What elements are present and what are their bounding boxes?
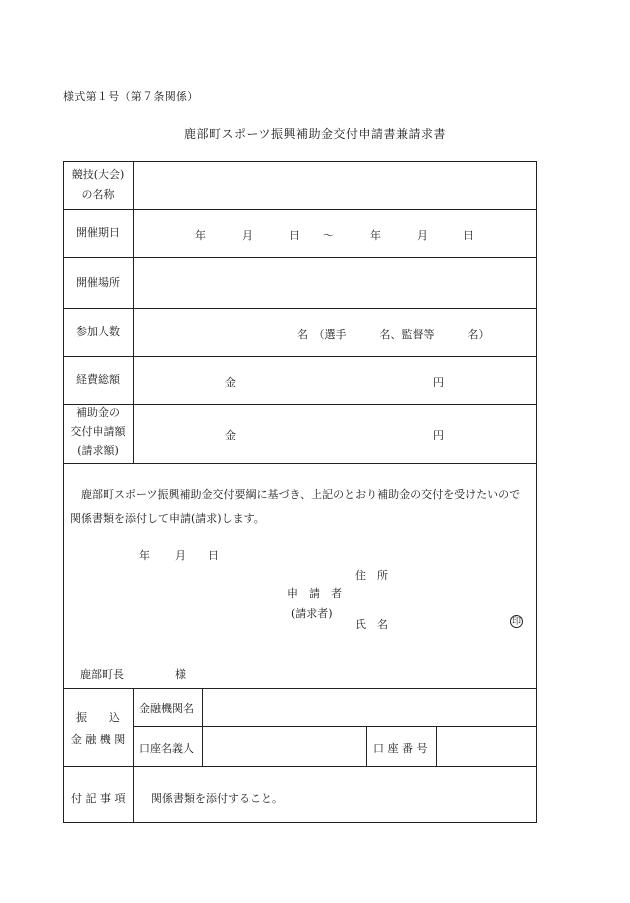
participants-breakdown: 名 （選手 名、監督等 名） [297, 328, 490, 341]
application-statement: 鹿部町スポーツ振興補助金交付要綱に基づき、上記のとおり補助金の交付を受けたいので関係書類を添付して申請(請求)します。 [70, 488, 521, 525]
institution-name-label: 金融機関名 [139, 702, 194, 715]
document-title: 鹿部町スポーツ振興補助金交付申請書兼請求書 [183, 127, 447, 141]
addressee: 鹿部町長 [80, 668, 124, 681]
institution-name-field[interactable] [203, 689, 536, 726]
event-name-label-line2: の名称 [81, 188, 115, 201]
event-name-field[interactable] [134, 162, 536, 209]
period-year-2: 年 [370, 229, 381, 242]
account-number-field[interactable] [437, 727, 536, 766]
subsidy-amount-label [63, 403, 133, 460]
period-month-1: 月 [242, 229, 253, 242]
row-divider [63, 356, 537, 357]
date-day: 日 [208, 549, 219, 562]
period-tilde: 〜 [323, 229, 334, 242]
account-holder-label: 口座名義人 [139, 742, 194, 755]
bank-column-divider [366, 726, 367, 766]
period-day-2: 日 [463, 229, 474, 242]
name-label: 氏 名 [355, 618, 388, 631]
bank-label [63, 707, 133, 751]
total-cost-yen: 円 [433, 376, 444, 389]
account-number-label: 口 座 番 号 [373, 742, 428, 755]
period-year-1: 年 [195, 229, 206, 242]
event-period-label: 開催期日 [76, 226, 120, 239]
venue-label: 開催場所 [76, 276, 120, 289]
event-name-label [63, 165, 133, 205]
total-cost-kin: 金 [225, 376, 236, 389]
venue-field[interactable] [134, 258, 536, 308]
subsidy-kin: 金 [225, 429, 236, 442]
subsidy-label-line2: 交付申請額 [70, 425, 126, 438]
applicant-label: 申 請 者 [287, 587, 342, 600]
period-day-1: 日 [289, 229, 300, 242]
label-column-divider [133, 688, 134, 823]
participants-label: 参加人数 [76, 325, 120, 338]
row-divider [63, 404, 537, 405]
bank-label-line2: 金 融 機 関 [70, 733, 126, 746]
row-divider [63, 209, 537, 210]
form-number: 様式第１号（第７条関係） [63, 90, 199, 103]
honorific: 様 [175, 668, 186, 681]
account-holder-field[interactable] [203, 727, 366, 766]
notes-label: 付 記 事 項 [71, 792, 126, 805]
subsidy-label-line1: 補助金の [76, 406, 120, 419]
row-divider [63, 308, 537, 309]
notes-text: 関係書類を添付すること。 [151, 792, 283, 805]
claimant-label: (請求者) [291, 607, 333, 620]
seal-icon: 印 [511, 617, 521, 627]
row-divider [63, 463, 537, 464]
event-name-label-line1: 競技(大会) [71, 168, 125, 181]
date-month: 月 [175, 549, 186, 562]
bank-label-line1: 振 込 [76, 711, 120, 724]
address-label: 住 所 [355, 569, 388, 582]
row-divider [63, 766, 537, 767]
subsidy-label-line3: (請求額) [77, 444, 119, 457]
date-year: 年 [139, 549, 150, 562]
total-cost-label: 経費総額 [76, 373, 120, 386]
period-month-2: 月 [417, 229, 428, 242]
subsidy-yen: 円 [433, 429, 444, 442]
